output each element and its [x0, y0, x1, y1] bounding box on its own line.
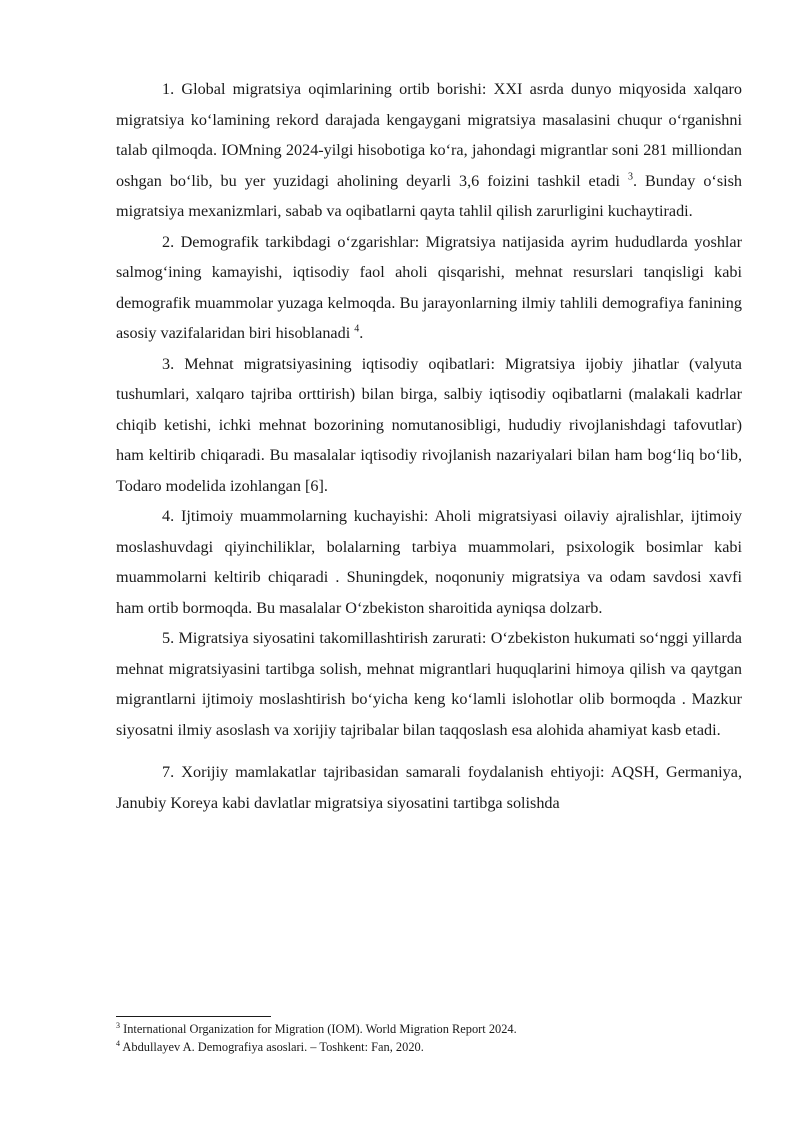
- paragraph-2-text-cont: .: [359, 324, 364, 342]
- footnote-text: Abdullayev A. Demografiya asoslari. – Toshkent: Fan, 2020.: [122, 1040, 424, 1054]
- paragraph-1: [116, 74, 742, 227]
- footnote-number: 3: [116, 1020, 120, 1030]
- paragraph-5: 5. Migratsiya siyosatini takomillashtirish zarurati: O‘zbekiston hukumati so‘nggi yillarda mehnat migratsiyasini tartibga solish, mehnat migrantlari huquqlarini himoya qilish va qaytgan migrantlarni ijtimoiy moslashtirish bo‘yicha keng ko‘lamli islohotlar olib bormoqda . Mazkur siyosatni ilmiy asoslash va xorijiy tajribalar bilan taqqoslash esa alohida ahamiyat kasb etadi.: [116, 629, 742, 739]
- footnote-3: [116, 1020, 742, 1038]
- paragraph-4: 4. Ijtimoiy muammolarning kuchayishi: Aholi migratsiyasi oilaviy ajralishlar, ijtimoiy moslashuvdagi qiyinchiliklar, bolalarning tarbiya muammolari, psixologik bosimlar kabi muammolarni keltirib chiqaradi . Shuningdek, noqonuniy migratsiya va odam savdosi xavfi ham ortib bormoqda. Bu masalalar O‘zbekiston sharoitida ayniqsa dolzarb.: [116, 507, 742, 617]
- footnote-ref-3[interactable]: 3: [628, 171, 633, 183]
- footnote-text: International Organization for Migration (IOM). World Migration Report 2024.: [123, 1022, 517, 1036]
- paragraph-2: [116, 227, 742, 349]
- footnote-ref-4[interactable]: 4: [354, 323, 360, 335]
- footnotes: [116, 1020, 742, 1056]
- paragraph-7: 7. Xorijiy mamlakatlar tajribasidan samarali foydalanish ehtiyoji: AQSH, Germaniya, Janubiy Koreya kabi davlatlar migratsiya siyosatini tartibga solishda: [116, 763, 742, 812]
- footnote-number: 4: [116, 1038, 120, 1048]
- footnote-separator: [116, 1016, 271, 1017]
- paragraph-1-text-cont: . Bunday o‘sish migratsiya mexanizmlari, sabab va oqibatlarni qayta tahlil qilish zarurligini kuchaytiradi.: [116, 171, 743, 220]
- document-body: [116, 74, 742, 818]
- paragraph-3: 3. Mehnat migratsiyasining iqtisodiy oqibatlari: Migratsiya ijobiy jihatlar (valyuta tushumlari, xalqaro tajriba orttirish) bilan birga, salbiy iqtisodiy oqibatlarni (malakali kadrlar chiqib ketishi, ichki mehnat bozorining nomutanosibligi, hududiy rivojlanishdagi tafovutlar) ham keltirib chiqaradi. Bu masalalar iqtisodiy rivojlanish nazariyalari bilan ham bog‘liq bo‘lib, Todaro modelida izohlangan [6].: [116, 354, 742, 495]
- footnote-4: [116, 1038, 742, 1056]
- paragraph-1-text: 1. Global migratsiya oqimlarining ortib borishi: XXI asrda dunyo miqyosida xalqaro migratsiya ko‘lamining rekord darajada kengaygani migratsiya masalasini chuqur o‘rganishni talab qilmoqda. IOMning 2024-yilgi hisobotiga ko‘ra, jahondagi migrantlar soni 281 milliondan oshgan bo‘lib, bu yer yuzidagi aholining deyarli 3,6 foizini tashkil etadi: [116, 80, 742, 190]
- paragraph-2-text: 2. Demografik tarkibdagi o‘zgarishlar: Migratsiya natijasida ayrim hududlarda yoshlar salmog‘ining kamayishi, iqtisodiy faol aholi qisqarishi, mehnat resurslari tanqisligi kabi demografik muammolar yuzaga kelmoqda. Bu jarayonlarning ilmiy tahlili demografiya fanining asosiy vazifalaridan biri hisoblanadi: [116, 232, 742, 342]
